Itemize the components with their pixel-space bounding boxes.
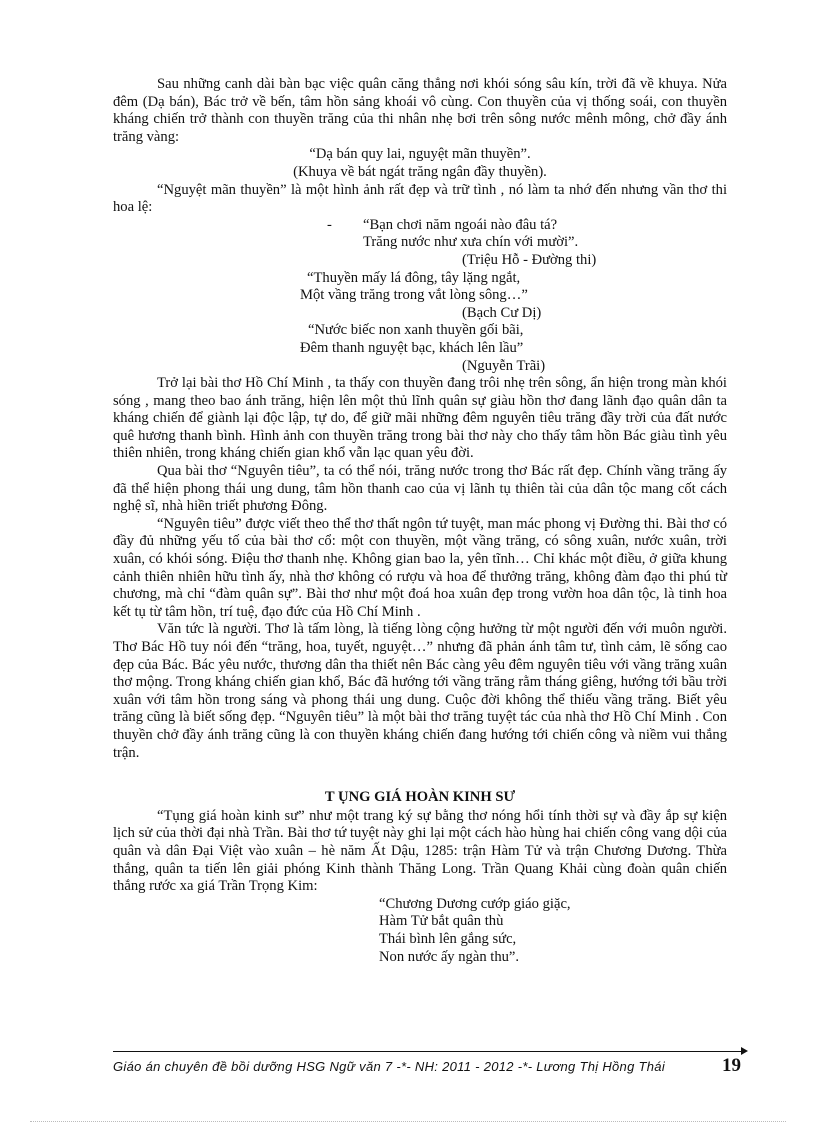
- quote-translation: (Khuya về bát ngát trăng ngân đầy thuyền).: [293, 163, 547, 180]
- paragraph: “Nguyệt mãn thuyền” là một hình ảnh rất đẹp và trữ tình , nó làm ta nhớ đến nhưng vần thơ thi hoa lệ:: [113, 181, 727, 216]
- footer-text: Giáo án chuyên đề bồi dưỡng HSG Ngữ văn 7 -*- NH: 2011 - 2012 -*- Lương Thị Hồng Thái: [113, 1059, 666, 1074]
- paragraph: Văn tức là người. Thơ là tấm lòng, là tiếng lòng cộng hưởng từ một người đến với muôn người. Thơ Bác Hồ tuy nói đến “trăng, hoa, tuyết, nguyệt…” nhưng đã phản ánh tâm tư, tình cảm, lẽ sống cao đẹp của Bác. Bác yêu nước, thương dân tha thiết nên Bác càng yêu đêm nguyên tiêu với vầng trăng xuân thơ mộng. Trong kháng chiến gian khổ, Bác đã hướng tới vầng trăng rằm tháng giêng, hướng tới bầu trời xuân với tâm hồn trong sáng và phong thái ung dung. Cuộc đời không thể thiếu vầng trăng. Biết yêu trăng cũng là biết sống đẹp. “Nguyên tiêu” là một bài thơ trăng tuyệt tác của nhà thơ Hồ Chí Minh . Con thuyền chở đầy ánh trăng cũng là con thuyền kháng chiến đang hướng tới chiến công và niềm vui thắng trận.: [113, 621, 727, 761]
- paragraph: Qua bài thơ “Nguyên tiêu”, ta có thể nói, trăng nước trong thơ Bác rất đẹp. Chính vầng trăng ấy đã thể hiện phong thái ung dung, tâm hồn thanh cao của vị lãnh tụ thiên tài của dân tộc mang cốt cách nghệ sĩ, nhà hiền triết phương Đông.: [113, 463, 727, 515]
- poem-line: Non nước ấy ngàn thu”.: [379, 948, 520, 965]
- page-edge-divider: [30, 1121, 786, 1122]
- paragraph: Sau những canh dài bàn bạc việc quân căng thẳng nơi khói sóng sâu kín, trời đã về khuya. Nửa đêm (Dạ bán), Bác trở về bến, tâm hồn sảng khoái vô cùng. Con thuyền của vị thống soái, con thuyền kháng chiến trở thành con thuyền trăng của thi nhân nhẹ bơi trên sông nước mênh mông, chở đầy ánh trăng vàng:: [113, 76, 727, 145]
- poem-quotes: [113, 896, 727, 966]
- poem-line: Trăng nước như xưa chín với mười”.: [363, 234, 579, 251]
- poem-line: Hàm Tử bắt quân thù: [379, 913, 504, 930]
- poem-line: [113, 217, 727, 235]
- poem-line: “Thuyền mấy lá đông, tây lặng ngắt,: [307, 269, 521, 286]
- poem-line: Thái bình lên gắng sức,: [379, 930, 517, 947]
- page-number: 19: [722, 1055, 741, 1076]
- poem-line: Đêm thanh nguyệt bạc, khách lên lầu”: [300, 339, 524, 356]
- footer-rule: [113, 1051, 743, 1052]
- poem-text: “Bạn chơi năm ngoái nào đâu tá?: [363, 216, 558, 233]
- list-dash: -: [327, 216, 332, 233]
- section-heading: T ỤNG GIÁ HOÀN KINH SƯ: [324, 789, 516, 806]
- page-content: [113, 76, 727, 966]
- poem-source: (Triệu Hỗ - Đường thi): [462, 251, 597, 268]
- poem-line: “Nước biếc non xanh thuyền gối bãi,: [308, 322, 524, 339]
- poem-line: “Chương Dương cướp giáo giặc,: [379, 895, 571, 912]
- paragraph: “Tụng giá hoàn kinh sư” như một trang ký sự bằng thơ nóng hổi tính thời sự và đầy ắp sự kiện lịch sử của thời đại nhà Trần. Bài thơ tứ tuyệt này ghi lại một cách hào hùng hai chiến công vang dội của quân và dân Đại Việt vào xuân – hè năm Ất Dậu, 1285: trận Hàm Tử và trận Chương Dương. Thừa thắng, quân ta tiến lên giải phóng Kinh thành Thăng Long. Trần Quang Khải cùng đoàn quân chiến thắng rước xa giá Trần Trọng Kim:: [113, 807, 727, 895]
- paragraph: Trở lại bài thơ Hồ Chí Minh , ta thấy con thuyền đang trôi nhẹ trên sông, ẩn hiện trong màn khói sóng , mang theo bao ánh trăng, hiện lên một thủ lĩnh quân sự giàu hồn thơ đang lãnh đạo quân dân ta kháng chiến để giành lại độc lập, tự do, để giữ mãi những đêm nguyên tiêu trăng đầy trời của đất nước quê hương thanh bình. Hình ảnh con thuyền trăng trong bài thơ này cho thấy tâm hồn Bác giàu tình yêu thiên nhiên, trong kháng chiến gian khổ vẫn lạc quan yêu đời.: [113, 375, 727, 462]
- poem-source: (Bạch Cư Dị): [462, 304, 542, 321]
- poem-quotes: [113, 217, 727, 375]
- arrow-right-icon: [741, 1047, 748, 1055]
- poem-line: Một vầng trăng trong vắt lòng sông…”: [300, 287, 528, 304]
- poem-source: (Nguyễn Trãi): [462, 357, 546, 374]
- quote-line: “Dạ bán quy lai, nguyệt mãn thuyền”.: [309, 146, 531, 163]
- paragraph: “Nguyên tiêu” được viết theo thể thơ thất ngôn tứ tuyệt, man mác phong vị Đường thi. Bài thơ có đầy đủ những yếu tố của bài thơ cổ: một con thuyền, một vầng trăng, có sông xuân, nước xuân, trời xuân, có khói sóng. Điệu thơ thanh nhẹ. Không gian bao la, yên tĩnh… Chỉ khác một điều, ở giữa khung cảnh thiên nhiên hữu tình ấy, nhà thơ không có rượu và hoa để thưởng trăng, không đàm đạo thi phú từ chương, mà chỉ “đàm quân sự”. Bài thơ như một đoá hoa xuân đẹp trong vườn hoa dân tộc, là tinh hoa kết tụ từ tâm hồn, trí tuệ, đạo đức của Hồ Chí Minh .: [113, 515, 727, 620]
